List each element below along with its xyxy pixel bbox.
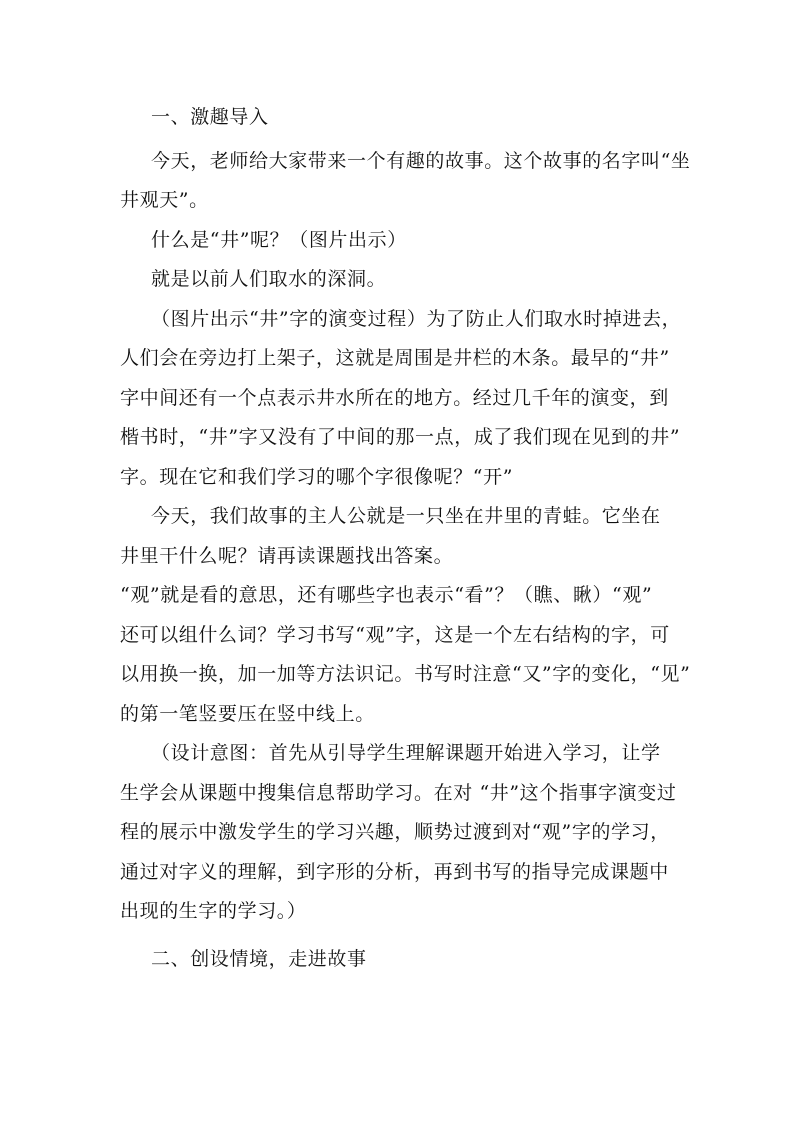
paragraph-character-evolution — [0, 300, 794, 498]
paragraph-line: （设计意图：首先从引导学生理解课题开始进入学习，让学 — [151, 742, 661, 764]
heading-text: 一、激趣导入 — [151, 106, 269, 128]
section-heading-2 — [0, 940, 794, 980]
document-body — [0, 98, 794, 979]
paragraph-well-definition — [0, 260, 794, 300]
paragraph-line: 井观天”。 — [120, 189, 209, 211]
paragraph-line: 字。现在它和我们学习的哪个字很像呢？“开” — [120, 465, 514, 488]
paragraph-line: 人们会在旁边打上架子，这就是周围是井栏的木条。最早的“井” — [120, 347, 670, 369]
paragraph-line: 楷书时，“井”字又没有了中间的那一点，成了我们现在见到的井” — [120, 426, 681, 448]
paragraph-what-is-well — [0, 221, 794, 261]
paragraph-line: 什么是“井”呢？（图片出示） — [151, 228, 407, 251]
paragraph-line: 字中间还有一个点表示井水所在的地方。经过几千年的演变，到 — [120, 386, 669, 409]
paragraph-line: 还可以组什么词？学习书写“观”字，这是一个左右结构的字，可 — [120, 623, 670, 646]
paragraph-guan-character — [0, 576, 794, 734]
paragraph-line: （图片出示“井”字的演变过程）为了防止人们取水时掉进去， — [151, 307, 682, 330]
paragraph-line: 就是以前人们取水的深洞。 — [151, 268, 387, 290]
paragraph-line: 井里干什么呢？请再读课题找出答案。 — [120, 544, 454, 567]
paragraph-line: 出现的生字的学习。） — [120, 900, 307, 922]
paragraph-line: “观”就是看的意思，还有哪些字也表示“看”？（瞧、瞅）“观” — [120, 584, 653, 606]
paragraph-line: 以用换一换，加一加等方法识记。书写时注意“又”字的变化，“见” — [120, 663, 691, 685]
section-heading-1 — [0, 98, 794, 138]
paragraph-line: 生学会从课题中搜集信息帮助学习。在对 “井”这个指事字演变过 — [120, 781, 677, 804]
paragraph-line: 今天，我们故事的主人公就是一只坐在井里的青蛙。它坐在 — [151, 505, 661, 527]
paragraph-story-intro — [0, 142, 794, 221]
paragraph-line: 今天，老师给大家带来一个有趣的故事。这个故事的名字叫“坐 — [151, 149, 691, 172]
heading-text: 二、创设情境，走进故事 — [151, 947, 367, 970]
paragraph-line: 的第一笔竖要压在竖中线上。 — [120, 702, 375, 725]
paragraph-frog-protagonist — [0, 497, 794, 576]
paragraph-line: 通过对字义的理解，到字形的分析，再到书写的指导完成课题中 — [120, 860, 669, 883]
paragraph-design-intent — [0, 734, 794, 932]
paragraph-line: 程的展示中激发学生的学习兴趣，顺势过渡到对“观”字的学习， — [120, 821, 670, 843]
